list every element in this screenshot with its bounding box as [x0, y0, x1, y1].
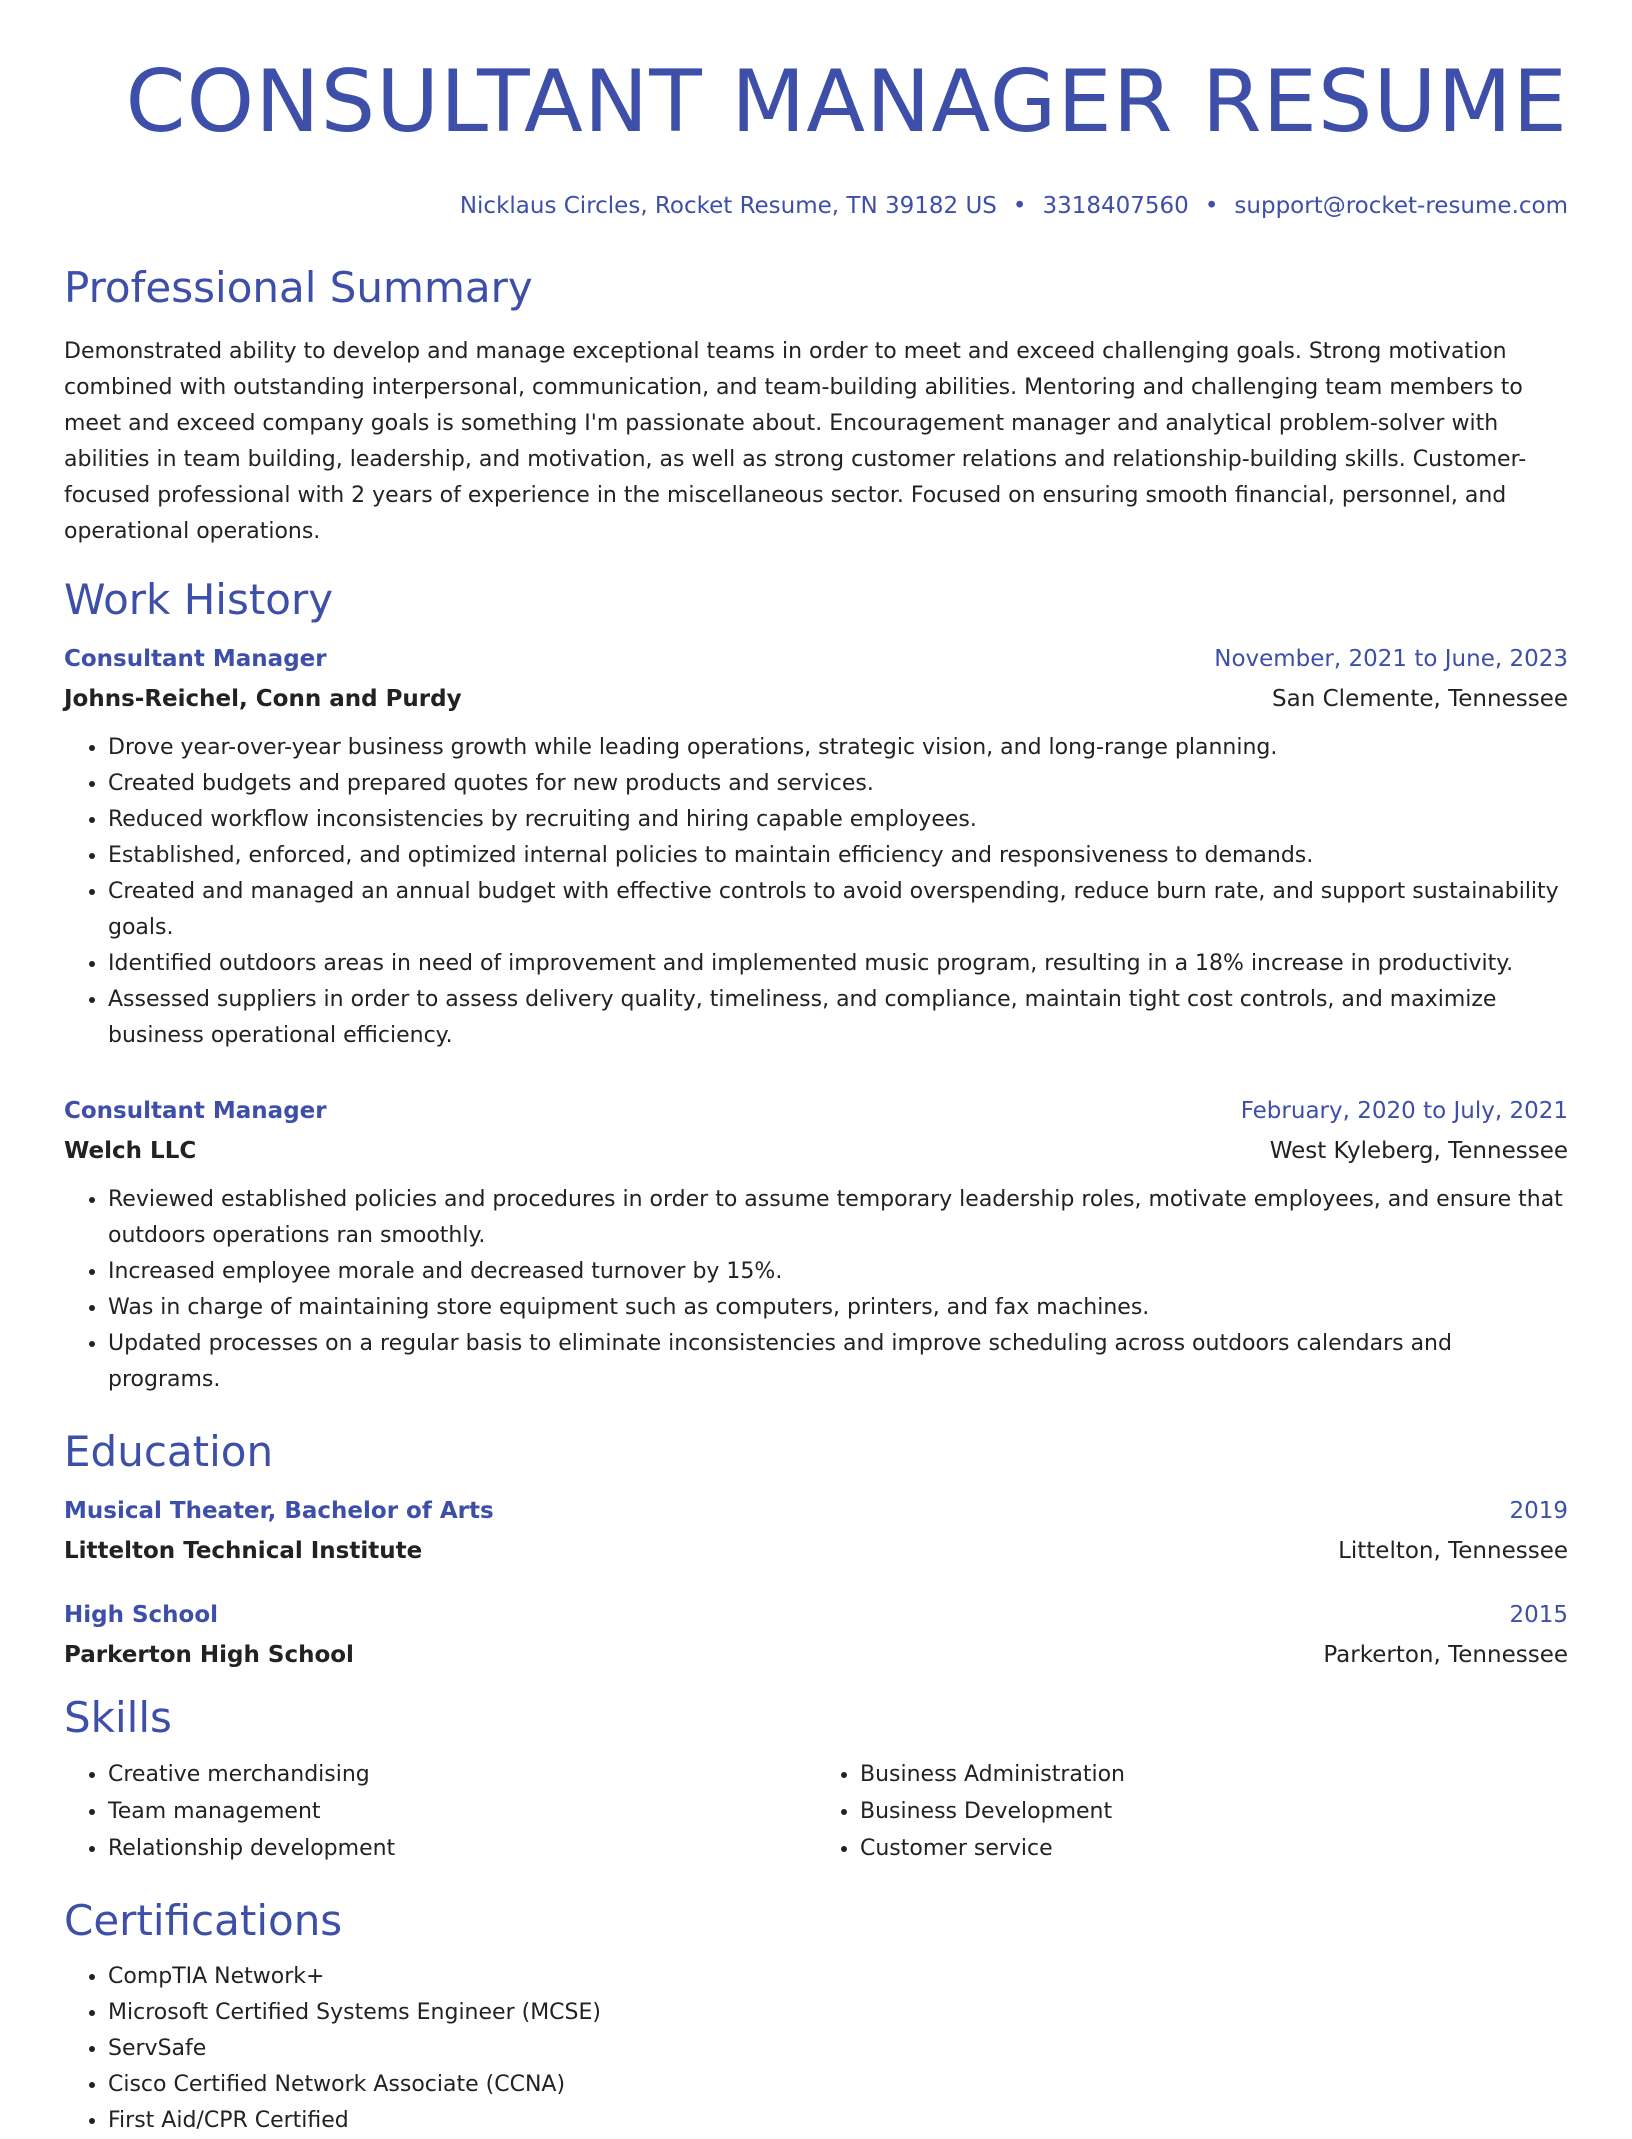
job-company: Johns-Reichel, Conn and Purdy [64, 686, 462, 712]
work-history-section [64, 572, 1568, 1398]
job-bullet: • Created budgets and prepared quotes for new products and services. [108, 766, 1568, 802]
education-entry [64, 1598, 1568, 1672]
certification-item: • Microsoft Certified Systems Engineer (MCSE) [108, 1995, 1568, 2031]
job-dates: February, 2020 to July, 2021 [1240, 1098, 1568, 1124]
skills-right-list [816, 1756, 1568, 1867]
job-company: Welch LLC [64, 1138, 197, 1164]
job-title: Consultant Manager [64, 646, 327, 672]
skill-item: • Business Administration [860, 1756, 1568, 1793]
school-name: Parkerton High School [64, 1642, 354, 1668]
school-location: Parkerton, Tennessee [1323, 1642, 1568, 1668]
job-entry [64, 1094, 1568, 1398]
job-entry [64, 642, 1568, 1054]
job-bullets [64, 730, 1568, 1054]
certification-item: • Cisco Certified Network Associate (CCNA) [108, 2067, 1568, 2103]
job-bullet: • Reduced workflow inconsistencies by recruiting and hiring capable employees. [108, 802, 1568, 838]
education-entry [64, 1494, 1568, 1568]
job-bullet: • Drove year-over-year business growth while leading operations, strategic vision, and long-range planning. [108, 730, 1568, 766]
skills-columns [64, 1756, 1568, 1867]
school-location: Littelton, Tennessee [1338, 1538, 1568, 1564]
job-bullet: • Increased employee morale and decreased turnover by 15%. [108, 1254, 1568, 1290]
job-bullet: • Created and managed an annual budget with effective controls to avoid overspending, reduce burn rate, and support sustainability goals. [108, 874, 1568, 946]
summary-section [64, 260, 1568, 550]
certification-item: • First Aid/CPR Certified [108, 2103, 1568, 2139]
certifications-section [64, 1893, 1568, 2139]
contact-line [64, 190, 1568, 222]
certification-item: • ServSafe [108, 2031, 1568, 2067]
job-dates: November, 2021 to June, 2023 [1214, 646, 1568, 672]
certifications-heading: Certifications [64, 1896, 343, 1945]
skills-section [64, 1690, 1568, 1867]
contact-separator: • [1204, 193, 1219, 219]
skills-heading: Skills [64, 1693, 172, 1742]
contact-separator: • [1012, 193, 1027, 219]
skill-item: • Business Development [860, 1793, 1568, 1830]
job-location: West Kyleberg, Tennessee [1269, 1138, 1568, 1164]
contact-email: support@rocket-resume.com [1234, 193, 1568, 219]
resume-title: CONSULTANT MANAGER RESUME [125, 52, 1568, 152]
education-heading: Education [64, 1427, 274, 1476]
skill-item: • Customer service [860, 1830, 1568, 1867]
job-bullet: • Assessed suppliers in order to assess delivery quality, timeliness, and compliance, maintain tight cost controls, and maximize business operational efficiency. [108, 982, 1568, 1054]
degree: Musical Theater, Bachelor of Arts [64, 1498, 494, 1524]
certification-item: • CompTIA Network+ [108, 1959, 1568, 1995]
education-section [64, 1424, 1568, 1672]
job-bullets [64, 1182, 1568, 1398]
skill-item: • Team management [108, 1793, 816, 1830]
job-bullet: • Updated processes on a regular basis to eliminate inconsistencies and improve scheduling across outdoors calendars and programs. [108, 1326, 1568, 1398]
skill-item: • Creative merchandising [108, 1756, 816, 1793]
certifications-list [64, 1959, 1568, 2139]
work-history-heading: Work History [64, 575, 334, 624]
skills-left-list [64, 1756, 816, 1867]
graduation-year: 2015 [1509, 1602, 1568, 1628]
contact-address: Nicklaus Circles, Rocket Resume, TN 39182 US [459, 193, 997, 219]
job-bullet: • Was in charge of maintaining store equipment such as computers, printers, and fax machines. [108, 1290, 1568, 1326]
resume-header [64, 0, 1568, 222]
graduation-year: 2019 [1509, 1498, 1568, 1524]
contact-phone: 3318407560 [1042, 193, 1189, 219]
summary-text: Demonstrated ability to develop and manage exceptional teams in order to meet and exceed challenging goals. Strong motivation combined with outstanding interpersonal, communication, and team-building abilities. Mentoring and challenging team members to meet and exceed company goals is something I'm passionate about. Encouragement manager and analytical problem-solver with abilities in team building, leadership, and motivation, as well as strong customer relations and relationship-building skills. Customer-focused professional with 2 years of experience in the miscellaneous sector. Focused on ensuring smooth financial, personnel, and operational operations. [64, 339, 1527, 544]
job-bullet: • Identified outdoors areas in need of improvement and implemented music program, resulting in a 18% increase in productivity. [108, 946, 1568, 982]
summary-heading: Professional Summary [64, 263, 533, 312]
job-bullet: • Reviewed established policies and procedures in order to assume temporary leadership roles, motivate employees, and ensure that outdoors operations ran smoothly. [108, 1182, 1568, 1254]
job-title: Consultant Manager [64, 1098, 327, 1124]
school-name: Littelton Technical Institute [64, 1538, 423, 1564]
skill-item: • Relationship development [108, 1830, 816, 1867]
job-bullet: • Established, enforced, and optimized internal policies to maintain efficiency and responsiveness to demands. [108, 838, 1568, 874]
degree: High School [64, 1602, 219, 1628]
job-location: San Clemente, Tennessee [1272, 686, 1568, 712]
